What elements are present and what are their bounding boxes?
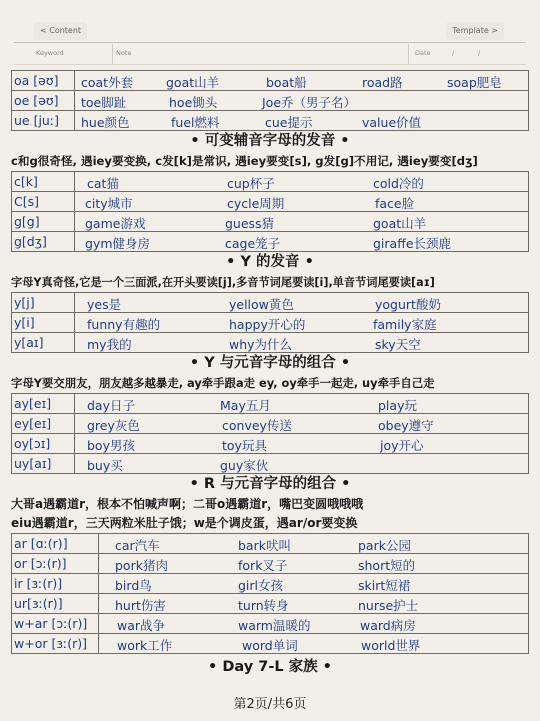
word-entry: guy家伙: [220, 458, 269, 473]
phonics-key: ay[eɪ]: [12, 394, 75, 414]
word-entry: funny有趣的: [87, 317, 161, 332]
word-entry: yellow黄色: [229, 297, 294, 312]
word-entry: bark吠叫: [238, 538, 291, 553]
word-entry: family家庭: [373, 317, 437, 332]
word-entry: war战争: [117, 618, 166, 633]
header-bottom-divider: [14, 64, 526, 65]
table-row: [12, 394, 529, 414]
word-entry: yogurt酸奶: [375, 297, 441, 312]
date-label: Date: [415, 49, 431, 57]
phonics-key: ur[ɜː(r)]: [12, 594, 99, 614]
phonics-key: g[dʒ]: [12, 232, 75, 252]
table-row: [12, 574, 529, 594]
word-entry: why为什么: [229, 337, 293, 352]
word-entry: city城市: [85, 196, 133, 211]
word-entry: girl女孩: [238, 578, 284, 593]
word-entry: game游戏: [85, 216, 146, 231]
table-row: [12, 293, 529, 313]
word-entry: short短的: [358, 558, 416, 573]
word-list: [75, 172, 529, 192]
word-entry: yes是: [87, 297, 122, 312]
table-row: [12, 434, 529, 454]
word-entry: cold冷的: [373, 176, 424, 191]
keyword-label: Keyword: [36, 49, 64, 57]
header-divider: [14, 42, 526, 43]
table-row: [12, 232, 529, 252]
phonics-key: C[s]: [12, 192, 75, 212]
word-list: [75, 313, 529, 333]
section-title-y-vowel: • Y 与元音字母的组合 •: [189, 355, 351, 371]
word-entry: value价值: [362, 115, 422, 130]
phonics-key: or [ɔː(r)]: [12, 554, 99, 574]
table-row: [12, 634, 529, 654]
word-list: [75, 71, 529, 91]
section-title-day: • Day 7-L 家族 •: [208, 659, 332, 675]
word-entry: cup杯子: [227, 176, 275, 191]
phonics-key: oa [əʊ]: [12, 71, 75, 91]
word-entry: goat山羊: [166, 75, 220, 90]
table-row: [12, 614, 529, 634]
phonics-key: y[aɪ]: [12, 333, 75, 353]
table-row: [12, 594, 529, 614]
word-entry: fork叉子: [238, 558, 288, 573]
word-entry: car汽车: [115, 538, 160, 553]
phonics-key: c[k]: [12, 172, 75, 192]
word-entry: turn转身: [238, 598, 289, 613]
word-entry: joy开心: [380, 438, 424, 453]
word-list: [75, 454, 529, 474]
vowel-combination-table: [11, 70, 529, 131]
word-list: [75, 111, 529, 131]
word-list: [75, 394, 529, 414]
table-row: [12, 313, 529, 333]
section-title-r: • R 与元音字母的组合 •: [189, 476, 351, 492]
word-entry: ward病房: [360, 618, 416, 633]
word-list: [99, 594, 529, 614]
date-separator: /: [478, 49, 481, 57]
section-intro: 大哥a遇霸道r，根本不怕喊声啊；二哥o遇霸道r，嘴巴变圆哦哦哦: [11, 497, 364, 511]
table-row: [12, 192, 529, 212]
section-intro: eiu遇霸道r，三天两粒米肚子饿；w是个调皮蛋，遇ar/or要变换: [11, 516, 358, 530]
table-row: [12, 534, 529, 554]
word-entry: cage笼子: [225, 236, 281, 251]
table-row: [12, 454, 529, 474]
word-entry: warm温暖的: [238, 618, 311, 633]
section-title-y: • Y 的发音 •: [226, 254, 314, 270]
y-vowel-table: [11, 393, 529, 474]
word-entry: day日子: [87, 398, 135, 413]
table-row: [12, 172, 529, 192]
word-list: [75, 212, 529, 232]
word-entry: hurt伤害: [115, 598, 166, 613]
word-entry: giraffe长颈鹿: [373, 236, 452, 251]
section-intro: 字母Y真奇怪,它是一个三面派,在开头要读[j],多音节词尾要读[i],单音节词尾要读[aɪ]: [11, 276, 435, 289]
table-row: [12, 212, 529, 232]
phonics-key: y[i]: [12, 313, 75, 333]
note-label: Note: [116, 49, 132, 57]
word-entry: road路: [362, 75, 403, 90]
notes-content: [11, 70, 529, 678]
word-entry: fuel燃料: [171, 115, 220, 130]
phonics-key: w+ar [ɔː(r)]: [12, 614, 99, 634]
table-row: [12, 111, 529, 131]
word-list: [75, 293, 529, 313]
word-entry: bird鸟: [115, 578, 152, 593]
phonics-key: y[j]: [12, 293, 75, 313]
word-list: [75, 192, 529, 212]
table-row: [12, 414, 529, 434]
r-vowel-table: [11, 533, 529, 654]
word-entry: May五月: [220, 398, 271, 413]
phonics-key: oe [əʊ]: [12, 91, 75, 111]
notebook-header: [0, 0, 540, 66]
word-entry: hue颜色: [81, 115, 130, 130]
word-entry: Joe乔（男子名）: [262, 95, 357, 110]
phonics-key: ue [juː]: [12, 111, 75, 131]
section-intro: c和g很奇怪, 遇iey要变换, c发[k]是常识, 遇iey要变[s], g发[g]不用记, 遇iey要变[dʒ]: [11, 154, 478, 168]
word-list: [75, 333, 529, 353]
word-entry: convey传送: [222, 418, 292, 433]
word-entry: toe脚趾: [81, 95, 127, 110]
word-list: [75, 91, 529, 111]
word-entry: cue提示: [265, 115, 313, 130]
word-entry: park公园: [358, 538, 411, 553]
phonics-key: g[g]: [12, 212, 75, 232]
header-column-separator: [408, 44, 409, 64]
table-row: [12, 71, 529, 91]
word-entry: grey灰色: [87, 418, 140, 433]
word-entry: soap肥皂: [447, 75, 502, 90]
phonics-key: oy[ɔɪ]: [12, 434, 75, 454]
word-entry: toy玩具: [222, 438, 267, 453]
phonics-key: ar [ɑː(r)]: [12, 534, 99, 554]
content-back-button[interactable]: < Content: [34, 22, 87, 40]
phonics-key: ir [ɜː(r)]: [12, 574, 99, 594]
word-entry: my我的: [87, 337, 132, 352]
word-entry: hoe锄头: [169, 95, 218, 110]
section-intro: 字母Y要交朋友，朋友越多越暴走, ay牵手跟a走 ey, oy牵手一起走, uy牵手自己走: [11, 376, 435, 390]
word-list: [99, 634, 529, 654]
word-list: [75, 434, 529, 454]
word-list: [99, 574, 529, 594]
word-entry: pork猪肉: [115, 558, 168, 573]
word-entry: coat外套: [81, 75, 134, 90]
phonics-key: ey[eɪ]: [12, 414, 75, 434]
word-entry: play玩: [378, 398, 417, 413]
word-entry: cycle周期: [227, 196, 285, 211]
word-entry: face脸: [375, 196, 415, 211]
word-list: [75, 414, 529, 434]
word-list: [99, 534, 529, 554]
table-row: [12, 333, 529, 353]
section-title-consonant: • 可变辅音字母的发音 •: [190, 133, 350, 149]
word-entry: cat猫: [87, 176, 119, 191]
date-separator: /: [452, 49, 455, 57]
table-row: [12, 554, 529, 574]
word-list: [75, 232, 529, 252]
word-entry: boat船: [266, 75, 307, 90]
word-entry: obey遵守: [378, 418, 434, 433]
phonics-key: uy[aɪ]: [12, 454, 75, 474]
word-entry: skirt短裙: [358, 578, 411, 593]
word-entry: word单词: [242, 638, 298, 653]
word-entry: sky天空: [375, 337, 421, 352]
word-entry: work工作: [117, 638, 173, 653]
word-entry: nurse护士: [358, 598, 419, 613]
header-column-separator: [112, 44, 113, 64]
word-entry: buy买: [87, 458, 123, 473]
word-list: [99, 554, 529, 574]
consonant-table: [11, 171, 529, 252]
page-indicator: 第2页/共6页: [233, 697, 307, 712]
word-list: [99, 614, 529, 634]
word-entry: world世界: [361, 638, 421, 653]
word-entry: gym健身房: [85, 236, 151, 251]
phonics-key: w+or [ɜː(r)]: [12, 634, 99, 654]
word-entry: goat山羊: [373, 216, 427, 231]
word-entry: happy开心的: [229, 317, 306, 332]
template-button[interactable]: Template >: [446, 22, 504, 40]
table-row: [12, 91, 529, 111]
word-entry: boy男孩: [87, 438, 135, 453]
word-entry: guess猜: [225, 216, 275, 231]
y-sound-table: [11, 292, 529, 353]
